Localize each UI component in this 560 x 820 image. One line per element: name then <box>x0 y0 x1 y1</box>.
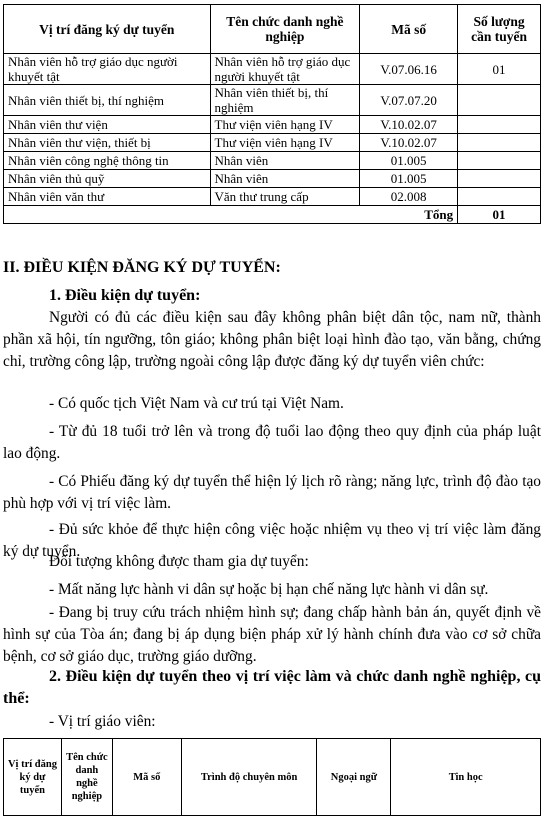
cell-qty <box>458 134 541 152</box>
cell-qty <box>458 116 541 134</box>
cell-code: 02.008 <box>360 188 458 206</box>
table-row <box>4 85 541 116</box>
cell-position: Nhân viên công nghệ thông tin <box>4 152 211 170</box>
header-it-skills: Tin học <box>391 739 541 816</box>
cell-title: Nhân viên <box>210 170 360 188</box>
table-header-row <box>4 5 541 54</box>
condition-age: - Từ đủ 18 tuổi trở lên và trong độ tuổi lao động theo quy định của pháp luật lao động. <box>3 423 541 462</box>
subsection-1-heading: 1. Điều kiện dự tuyển: <box>49 287 201 304</box>
section-heading: II. ĐIỀU KIỆN ĐĂNG KÝ DỰ TUYỂN: <box>3 259 281 276</box>
cell-code: V.10.02.07 <box>360 116 458 134</box>
cell-position: Nhân viên hỗ trợ giáo dục người khuyết tật <box>4 54 211 85</box>
excluded-heading: Đối tượng không được tham gia dự tuyển: <box>49 553 309 570</box>
cell-qty: 01 <box>458 54 541 85</box>
cell-position: Nhân viên thủ quỹ <box>4 170 211 188</box>
condition-nationality: - Có quốc tịch Việt Nam và cư trú tại Việt Nam. <box>49 395 344 412</box>
condition-health: - Đủ sức khỏe để thực hiện công việc hoặc nhiệm vụ theo vị trí việc làm đăng ký dự tuyển. <box>3 521 541 560</box>
exclusion-criminal: - Đang bị truy cứu trách nhiệm hình sự; đang chấp hành bản án, quyết định về hình sự của Tòa án; đang bị áp dụng biện pháp xử lý hành chính đưa vào cơ sở chữa bệnh, cơ sở giáo dục, trường giáo dưỡng. <box>3 604 541 665</box>
teacher-position-label: - Vị trí giáo viên: <box>49 713 156 730</box>
cell-title: Nhân viên hỗ trợ giáo dục người khuyết tật <box>210 54 360 85</box>
header-quantity: Số lượng cần tuyển <box>458 5 541 54</box>
table-row <box>4 152 541 170</box>
condition-registration: - Có Phiếu đăng ký dự tuyển thể hiện lý lịch rõ ràng; năng lực, trình độ đào tạo phù hợp với vị trí việc làm. <box>3 473 541 512</box>
cell-title: Văn thư trung cấp <box>210 188 360 206</box>
conditions-intro: Người có đủ các điều kiện sau đây không phân biệt dân tộc, nam nữ, thành phần xã hội, tín ngưỡng, tôn giáo; không phân biệt loại hình đào tạo, văn bằng, chứng chỉ, trường công lập, trường ngoài công lập được đăng ký dự tuyển viên chức: <box>3 309 541 370</box>
cell-code: V.07.07.20 <box>360 85 458 116</box>
cell-qty <box>458 85 541 116</box>
cell-position: Nhân viên thư viện, thiết bị <box>4 134 211 152</box>
cell-title: Thư viện viên hạng IV <box>210 116 360 134</box>
cell-code: 01.005 <box>360 170 458 188</box>
header-foreign-language: Ngoại ngữ <box>317 739 391 816</box>
table-row <box>4 134 541 152</box>
header-position: Vị trí đăng ký dự tuyển <box>4 5 211 54</box>
table-row <box>4 116 541 134</box>
cell-position: Nhân viên thiết bị, thí nghiệm <box>4 85 211 116</box>
cell-title: Nhân viên thiết bị, thí nghiệm <box>210 85 360 116</box>
cell-title: Thư viện viên hạng IV <box>210 134 360 152</box>
table-row <box>4 170 541 188</box>
cell-position: Nhân viên văn thư <box>4 188 211 206</box>
cell-code: V.07.06.16 <box>360 54 458 85</box>
header-position: Vị trí đăng ký dự tuyển <box>4 739 62 816</box>
header-code: Mã số <box>112 739 181 816</box>
exclusion-civil-capacity: - Mất năng lực hành vi dân sự hoặc bị hạn chế năng lực hành vi dân sự. <box>49 581 489 598</box>
total-label: Tổng <box>210 206 458 224</box>
cell-position: Nhân viên thư viện <box>4 116 211 134</box>
teacher-requirements-table <box>3 738 541 816</box>
cell-qty <box>458 152 541 170</box>
cell-qty <box>458 188 541 206</box>
total-blank-cell <box>4 206 211 224</box>
total-value: 01 <box>458 206 541 224</box>
table-row <box>4 188 541 206</box>
cell-qty <box>458 170 541 188</box>
cell-code: V.10.02.07 <box>360 134 458 152</box>
header-qualification: Trình độ chuyên môn <box>181 739 317 816</box>
header-title: Tên chức danh nghề nghiệp <box>210 5 360 54</box>
subsection-2-heading: 2. Điều kiện dự tuyển theo vị trí việc làm và chức danh nghề nghiệp, cụ thể: <box>3 668 541 707</box>
cell-title: Nhân viên <box>210 152 360 170</box>
table-row <box>4 54 541 85</box>
header-title: Tên chức danh nghề nghiệp <box>61 739 112 816</box>
header-code: Mã số <box>360 5 458 54</box>
recruitment-quota-table <box>3 4 541 224</box>
table-header-row <box>4 739 541 816</box>
cell-code: 01.005 <box>360 152 458 170</box>
table-total-row <box>4 206 541 224</box>
